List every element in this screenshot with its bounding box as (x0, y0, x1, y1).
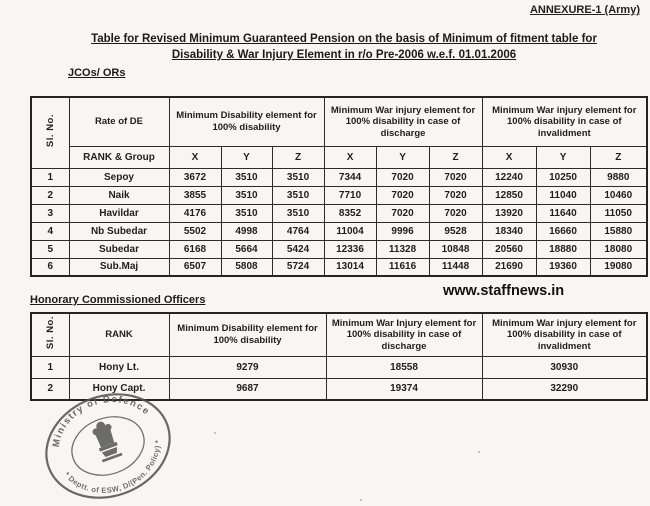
jcos-col-header-rate-of-de: Rate of DE (69, 97, 169, 146)
table-row (31, 356, 647, 378)
jcos-subheader-z1: Z (272, 146, 324, 168)
cell-value: 7020 (429, 186, 482, 204)
cell-value: 7020 (376, 168, 429, 186)
cell-value: 18080 (590, 240, 647, 258)
cell-value: 7020 (429, 168, 482, 186)
row-rank: Hony Lt. (69, 356, 169, 378)
row-rank: Subedar (69, 240, 169, 258)
jcos-subheader-y2: Y (376, 146, 429, 168)
cell-value: 12336 (324, 240, 376, 258)
cell-value: 11616 (376, 258, 429, 276)
honorary-officers-table (30, 312, 648, 401)
row-slno: 6 (31, 258, 69, 276)
cell-value: 11328 (376, 240, 429, 258)
jcos-group-header-war-injury-discharge: Minimum War injury element for 100% disability in case of discharge (324, 97, 482, 146)
cell-value: 3510 (272, 168, 324, 186)
cell-value: 5424 (272, 240, 324, 258)
jcos-group-header-war-injury-invalidment: Minimum War injury element for 100% disability in case of invalidment (482, 97, 647, 146)
cell-value: 7710 (324, 186, 376, 204)
cell-value: 18558 (326, 356, 482, 378)
cell-value: 5724 (272, 258, 324, 276)
row-rank: Sub.Maj (69, 258, 169, 276)
row-rank: Sepoy (69, 168, 169, 186)
row-rank: Naik (69, 186, 169, 204)
cell-value: 30930 (482, 356, 647, 378)
scan-speck (360, 499, 362, 501)
hco-group-header-war-injury-invalidment: Minimum War injury element for 100% disability in case of invalidment (482, 313, 647, 356)
row-rank: Havildar (69, 204, 169, 222)
jcos-subheader-z3: Z (590, 146, 647, 168)
hco-col-header-slno (31, 313, 69, 356)
svg-text:Ministry of Defence (40, 392, 154, 451)
cell-value: 11004 (324, 222, 376, 240)
hco-group-header-disability: Minimum Disability element for 100% disability (169, 313, 326, 356)
cell-value: 4764 (272, 222, 324, 240)
cell-value: 9880 (590, 168, 647, 186)
ashoka-lion-capital-emblem (89, 418, 122, 462)
row-slno: 1 (31, 356, 69, 378)
cell-value: 12240 (482, 168, 536, 186)
cell-value: 20560 (482, 240, 536, 258)
row-rank: Nb Subedar (69, 222, 169, 240)
cell-value: 5808 (221, 258, 272, 276)
row-slno: 4 (31, 222, 69, 240)
cell-value: 9279 (169, 356, 326, 378)
table-row (31, 204, 647, 222)
cell-value: 16660 (536, 222, 590, 240)
document-title-line1: Table for Revised Minimum Guaranteed Pension on the basis of Minimum of fitment table for (91, 33, 597, 45)
section-title-honorary-commissioned-officers: Honorary Commissioned Officers (30, 294, 206, 306)
jcos-col-header-slno (31, 97, 69, 168)
cell-value: 9996 (376, 222, 429, 240)
stamp-top-arc-text: Ministry of Defence (50, 394, 153, 449)
cell-value: 32290 (482, 378, 647, 400)
ministry-of-defence-stamp (40, 392, 182, 506)
cell-value: 10460 (590, 186, 647, 204)
jcos-subheader-x2: X (324, 146, 376, 168)
row-rank: Hony Capt. (69, 378, 169, 400)
cell-value: 19360 (536, 258, 590, 276)
cell-value: 9528 (429, 222, 482, 240)
jcos-subheader-x3: X (482, 146, 536, 168)
cell-value: 18340 (482, 222, 536, 240)
annexure-label: ANNEXURE-1 (Army) (529, 4, 640, 16)
cell-value: 10848 (429, 240, 482, 258)
document-title (44, 31, 644, 63)
cell-value: 13920 (482, 204, 536, 222)
cell-value: 11050 (590, 204, 647, 222)
cell-value: 5664 (221, 240, 272, 258)
cell-value: 15880 (590, 222, 647, 240)
document-title-line2: Disability & War Injury Element in r/o Pre-2006 w.e.f. 01.01.2006 (171, 49, 517, 61)
cell-value: 19374 (326, 378, 482, 400)
hco-col-header-rank: RANK (69, 313, 169, 356)
cell-value: 11640 (536, 204, 590, 222)
cell-value: 21690 (482, 258, 536, 276)
jcos-ors-table (30, 96, 648, 277)
table-row (31, 186, 647, 204)
cell-value: 12850 (482, 186, 536, 204)
cell-value: 6507 (169, 258, 221, 276)
row-slno: 2 (31, 378, 69, 400)
cell-value: 3510 (272, 204, 324, 222)
cell-value: 3510 (221, 204, 272, 222)
cell-value: 7344 (324, 168, 376, 186)
cell-value: 11448 (429, 258, 482, 276)
cell-value: 10250 (536, 168, 590, 186)
table-row (31, 222, 647, 240)
cell-value: 9687 (169, 378, 326, 400)
jcos-col-header-rank-group: RANK & Group (69, 146, 169, 168)
cell-value: 11040 (536, 186, 590, 204)
jcos-group-header-disability: Minimum Disability element for 100% disability (169, 97, 324, 146)
cell-value: 19080 (590, 258, 647, 276)
cell-value: 7020 (376, 204, 429, 222)
cell-value: 7020 (376, 186, 429, 204)
table-row (31, 240, 647, 258)
cell-value: 3855 (169, 186, 221, 204)
scan-speck (478, 451, 480, 453)
cell-value: 3672 (169, 168, 221, 186)
staffnews-watermark: www.staffnews.in (443, 283, 565, 299)
table-row (31, 168, 647, 186)
stamp-bottom-arc-text: * Deptt. of ESW, D/(Pen. Policy) * (62, 439, 163, 495)
cell-value: 6168 (169, 240, 221, 258)
jcos-subheader-z2: Z (429, 146, 482, 168)
jcos-subheader-y3: Y (536, 146, 590, 168)
hco-slno-vertical-label: Sl. No. (44, 316, 56, 350)
row-slno: 2 (31, 186, 69, 204)
cell-value: 3510 (272, 186, 324, 204)
row-slno: 1 (31, 168, 69, 186)
cell-value: 7020 (429, 204, 482, 222)
cell-value: 8352 (324, 204, 376, 222)
hco-group-header-war-injury-discharge: Minimum War Injury element for 100% disability in case of discharge (326, 313, 482, 356)
section-title-jcos-ors: JCOs/ ORs (68, 67, 126, 79)
jcos-subheader-y1: Y (221, 146, 272, 168)
cell-value: 5502 (169, 222, 221, 240)
row-slno: 3 (31, 204, 69, 222)
jcos-slno-vertical-label: Sl. No. (44, 114, 56, 148)
cell-value: 4176 (169, 204, 221, 222)
scan-speck (214, 432, 216, 434)
jcos-subheader-x1: X (169, 146, 221, 168)
cell-value: 4998 (221, 222, 272, 240)
table-row (31, 258, 647, 276)
cell-value: 13014 (324, 258, 376, 276)
cell-value: 18880 (536, 240, 590, 258)
row-slno: 5 (31, 240, 69, 258)
cell-value: 3510 (221, 168, 272, 186)
cell-value: 3510 (221, 186, 272, 204)
